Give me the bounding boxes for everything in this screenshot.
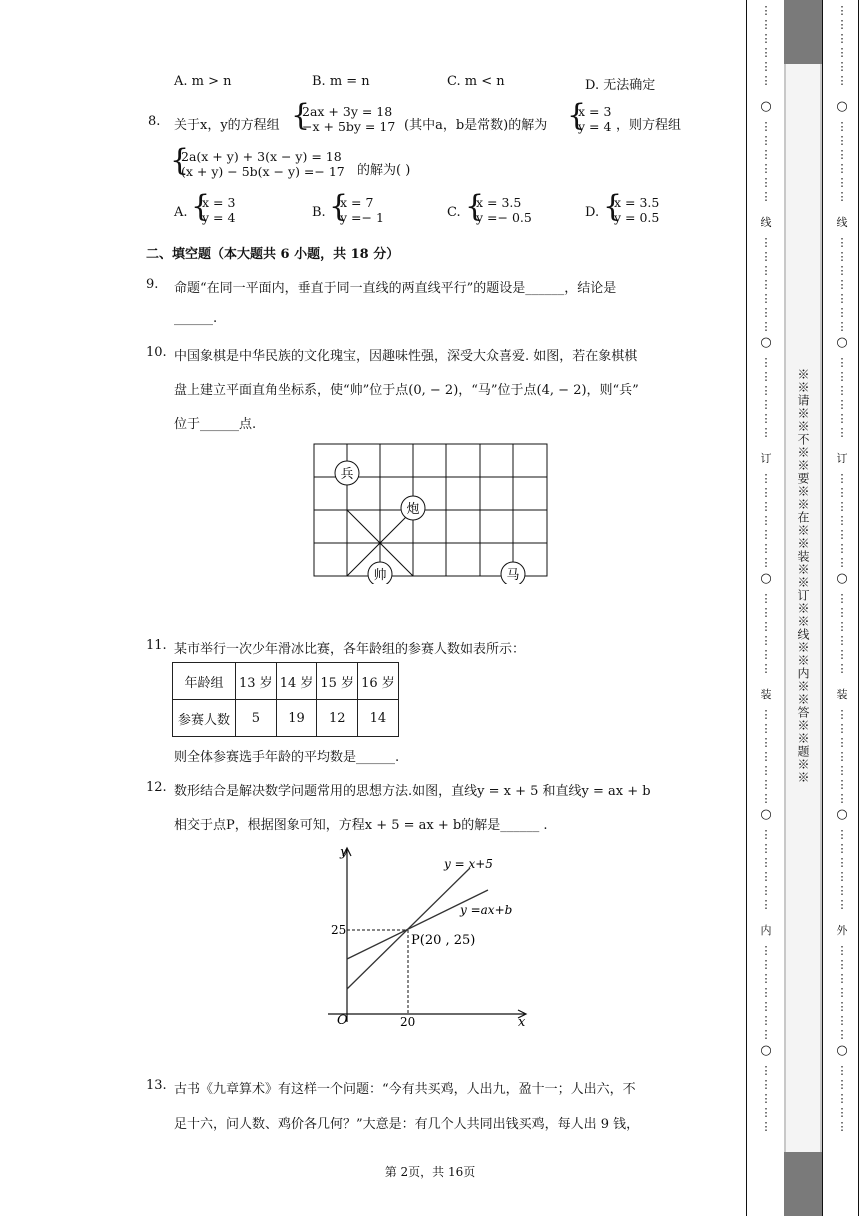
q11-line2: 则全体参赛选手年龄的平均数是______. xyxy=(174,750,400,765)
chessboard-diagram xyxy=(306,438,554,584)
q8-option-a-label: A. xyxy=(174,205,188,220)
table-cell: 年龄组 xyxy=(173,663,236,700)
circle-icon: ○ xyxy=(836,571,848,586)
q8-option-b-brace: { xyxy=(329,189,349,224)
q8-solution: x = 3 y = 4 xyxy=(578,104,612,134)
circle-icon: ○ xyxy=(760,571,772,586)
q8-option-a-brace: { xyxy=(191,189,211,224)
q8-sys1-brace: { xyxy=(291,98,311,133)
linear-graph xyxy=(320,838,540,1034)
circle-icon: ○ xyxy=(836,1043,848,1058)
table-cell: 15 岁 xyxy=(317,663,358,700)
table-cell: 19 xyxy=(276,700,317,737)
y-tick-label: 25 xyxy=(331,923,347,937)
table-cell: 5 xyxy=(236,700,277,737)
q8-option-c: x = 3.5 y =− 0.5 xyxy=(476,195,532,225)
q8-sol-brace: { xyxy=(567,98,587,133)
q9-line1: 命题“在同一平面内，垂直于同一直线的两直线平行”的题设是______，结论是 xyxy=(174,281,617,296)
piece-pao xyxy=(401,496,425,520)
q8-option-d-label: D. xyxy=(585,205,600,220)
x-axis-label: x xyxy=(518,1015,526,1030)
line2-label: y =ax+b xyxy=(460,903,513,917)
q8-option-b-label: B. xyxy=(312,205,326,220)
outer-label-ding: 订 xyxy=(836,452,848,465)
q8-text-mid: (其中a，b是常数)的解为 xyxy=(404,118,548,133)
piece-bing xyxy=(335,461,359,485)
section-heading: 二、填空题（本大题共 6 小题，共 18 分） xyxy=(146,247,400,262)
q7-option-b: B. m = n xyxy=(312,74,370,89)
origin-label: O xyxy=(337,1013,348,1028)
q9-line2: ______. xyxy=(174,311,218,326)
circle-icon: ○ xyxy=(836,335,848,350)
circle-icon: ○ xyxy=(836,99,848,114)
q12-number: 12. xyxy=(146,780,167,795)
y-axis-label: y xyxy=(340,845,348,860)
circle-icon: ○ xyxy=(760,335,772,350)
circle-icon: ○ xyxy=(760,1043,772,1058)
q7-option-a: A. m > n xyxy=(174,74,232,89)
notice-strip-top-block xyxy=(784,0,822,64)
page-footer: 第 2页，共 16页 xyxy=(384,1165,476,1179)
point-label: P(20 , 25) xyxy=(411,933,476,948)
outer-label-zhuang: 装 xyxy=(836,688,848,701)
piece-shuai xyxy=(368,562,392,584)
q8-text-pre: 关于x，y的方程组 xyxy=(174,118,280,133)
q8-option-c-brace: { xyxy=(465,189,485,224)
table-cell: 13 岁 xyxy=(236,663,277,700)
binding-notice: ※※请※※不※※要※※在※※装※※订※※线※※内※※答※※题※※ xyxy=(796,368,810,784)
svg-text:马: 马 xyxy=(506,568,520,583)
x-tick-label: 20 xyxy=(400,1015,416,1029)
q13-line2: 足十六，问人数、鸡价各几何？”大意是：有几个人共同出钱买鸡，每人出 9 钱， xyxy=(174,1117,640,1132)
q8-option-d: x = 3.5 y = 0.5 xyxy=(614,195,660,225)
q8-option-d-brace: { xyxy=(603,189,623,224)
table-cell: 12 xyxy=(317,700,358,737)
q10-number: 10. xyxy=(146,345,167,360)
binding-border-left xyxy=(746,0,747,1216)
inner-cut-line: ⋮ ⋮ ⋮ ⋮ ⋮ ⋮ ○ ⋮ ⋮ ⋮ ⋮ ⋮ ⋮ 线 ⋮ ⋮ ⋮ ⋮ ⋮ ⋮ ⋮ ○ ⋮ ⋮ ⋮ ⋮ ⋮ ⋮ 订 ⋮ ⋮ ⋮ ⋮ ⋮ ⋮ ⋮ ○ ⋮ ⋮ ⋮ ⋮ ⋮ ⋮ 装 ⋮ ⋮ ⋮ ⋮ ⋮ ⋮ ⋮ ○ ⋮ ⋮ ⋮ ⋮ ⋮ ⋮ 内 ⋮ ⋮ ⋮ ⋮ ⋮ ⋮ ⋮ ○ ⋮ ⋮ ⋮ ⋮ ⋮ xyxy=(760,4,772,1133)
binding-border-mid xyxy=(822,0,823,1216)
outer-label-line: 线 xyxy=(836,216,848,229)
circle-icon: ○ xyxy=(760,807,772,822)
svg-text:炮: 炮 xyxy=(406,502,420,517)
table-row xyxy=(173,700,399,737)
binding-border-right xyxy=(858,0,859,1216)
q11-line1: 某市举行一次少年滑冰比赛，各年龄组的参赛人数如表所示： xyxy=(174,642,526,657)
svg-text:帅: 帅 xyxy=(373,568,387,583)
piece-ma xyxy=(501,562,525,584)
table-cell: 16 岁 xyxy=(358,663,399,700)
q8-sys2-brace: { xyxy=(170,143,190,178)
q13-line1: 古书《九章算术》有这样一个问题：“今有共买鸡，人出九，盈十一；人出六，不 xyxy=(174,1082,636,1097)
outer-cut-line: ⋮ ⋮ ⋮ ⋮ ⋮ ⋮ ○ ⋮ ⋮ ⋮ ⋮ ⋮ ⋮ 线 ⋮ ⋮ ⋮ ⋮ ⋮ ⋮ ⋮ ○ ⋮ ⋮ ⋮ ⋮ ⋮ ⋮ 订 ⋮ ⋮ ⋮ ⋮ ⋮ ⋮ ⋮ ○ ⋮ ⋮ ⋮ ⋮ ⋮ ⋮ 装 ⋮ ⋮ ⋮ ⋮ ⋮ ⋮ ⋮ ○ ⋮ ⋮ ⋮ ⋮ ⋮ ⋮ 外 ⋮ ⋮ ⋮ ⋮ ⋮ ⋮ ⋮ ○ ⋮ ⋮ ⋮ ⋮ ⋮ xyxy=(836,4,848,1133)
svg-text:兵: 兵 xyxy=(340,467,354,482)
inner-label-line: 线 xyxy=(760,216,772,229)
q11-number: 11. xyxy=(146,638,167,653)
q8-system2: 2a(x + y) + 3(x − y) = 18 (x + y) − 5b(x − y) =− 17 xyxy=(181,149,345,179)
q13-number: 13. xyxy=(146,1078,167,1093)
outer-label-wai: 外 xyxy=(836,924,848,937)
q12-line1: 数形结合是解决数学问题常用的思想方法.如图，直线y = x + 5 和直线y = ax + b xyxy=(174,784,651,799)
q8-system1: 2ax + 3y = 18 −x + 5by = 17 xyxy=(302,104,396,134)
line1-label: y = x+5 xyxy=(444,857,493,871)
inner-label-ding: 订 xyxy=(760,452,772,465)
inner-label-nei: 内 xyxy=(760,924,772,937)
table-cell: 14 岁 xyxy=(276,663,317,700)
table-row xyxy=(173,663,399,700)
q8-option-c-label: C. xyxy=(447,205,461,220)
notice-strip-bottom-block xyxy=(784,1152,822,1216)
q8-option-b: x = 7 y =− 1 xyxy=(340,195,384,225)
q12-line2: 相交于点P，根据图象可知，方程x + 5 = ax + b的解是______ . xyxy=(174,818,548,833)
q10-line1: 中国象棋是中华民族的文化瑰宝，因趣味性强，深受大众喜爱. 如图，若在象棋棋 xyxy=(174,349,638,364)
q7-option-d: D. 无法确定 xyxy=(585,78,656,93)
q8-text-post: ，则方程组 xyxy=(616,118,682,133)
circle-icon: ○ xyxy=(760,99,772,114)
q8-option-a: x = 3 y = 4 xyxy=(202,195,236,225)
q8-text-end: 的解为( ) xyxy=(357,163,411,178)
q9-number: 9. xyxy=(146,277,159,292)
table-cell: 14 xyxy=(358,700,399,737)
circle-icon: ○ xyxy=(836,807,848,822)
inner-label-zhuang: 装 xyxy=(760,688,772,701)
q10-line3: 位于______点. xyxy=(174,417,257,432)
q7-option-c: C. m < n xyxy=(447,74,505,89)
q8-number: 8. xyxy=(148,114,161,129)
q10-line2: 盘上建立平面直角坐标系，使“帅”位于点(0, − 2)，“马”位于点(4, − 2)，则“兵” xyxy=(174,383,639,398)
table-cell: 参赛人数 xyxy=(173,700,236,737)
line-ax-plus-b xyxy=(347,890,488,959)
age-table xyxy=(172,662,399,737)
